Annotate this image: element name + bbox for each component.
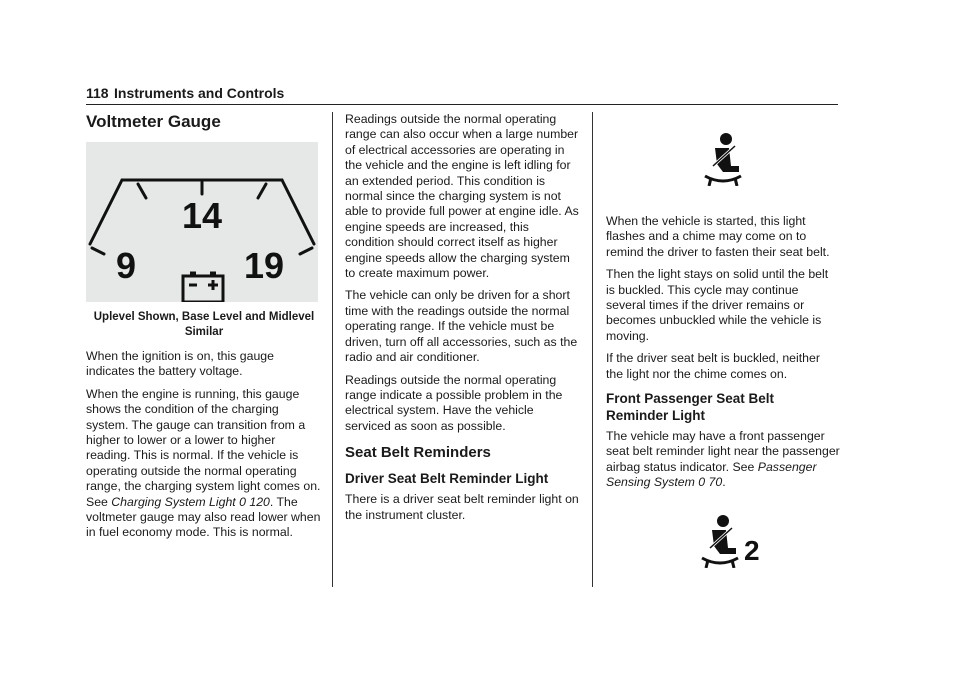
paragraph: When the engine is running, this gauge shows the condition of the charging system. The gauge can transition from a higher to lower or a lower to higher reading. This is normal. If the vehicle is operating outside the normal operating range, the charging system light comes on. See Charging System Light 0 120. The voltmeter gauge may also read lower when in fuel economy mode. This is normal. bbox=[86, 386, 321, 540]
paragraph: There is a driver seat belt reminder light on the instrument cluster. bbox=[345, 492, 579, 522]
paragraph: When the ignition is on, this gauge indicates the battery voltage. bbox=[86, 349, 274, 379]
paragraph: If the driver seat belt is buckled, neither the light nor the chime comes on. bbox=[606, 351, 820, 381]
battery-icon bbox=[183, 273, 223, 302]
column-divider bbox=[332, 112, 333, 587]
passenger-reminder-heading: Front Passenger Seat Belt Reminder Light bbox=[606, 391, 775, 424]
passenger-sensing-link[interactable]: Passenger Sensing System bbox=[606, 459, 817, 490]
paragraph: Readings outside the normal operating range indicate a possible problem in the electrical system. Have the vehicle serviced as soon as possible. bbox=[345, 372, 563, 433]
figure-caption: Uplevel Shown, Base Level and Midlevel Similar bbox=[93, 311, 315, 338]
passenger-seatbelt-figure bbox=[606, 498, 840, 572]
paragraph: Then the light stays on solid until the belt is buckled. This cycle may continue several times if the driver remains or becomes unbuckled while the vehicle is moving. bbox=[606, 267, 829, 343]
page-number: 118 bbox=[86, 85, 109, 101]
driver-reminder-heading: Driver Seat Belt Reminder Light bbox=[345, 471, 549, 487]
page-reference[interactable]: 0 120 bbox=[235, 494, 270, 509]
paragraph: The vehicle can only be driven for a short time with the readings outside the normal operating range. If the vehicle must be driven, turn off all accessories, such as the radio and air conditioner. bbox=[345, 288, 578, 365]
gauge-label-19: 19 bbox=[243, 245, 285, 286]
paragraph: When the vehicle is started, this light flashes and a chime may come on to remind the driver to fasten their seat belt. bbox=[606, 214, 830, 259]
column-divider bbox=[592, 112, 593, 587]
charging-system-link[interactable]: Charging System Light bbox=[111, 494, 236, 509]
passenger-icon-number: 2 bbox=[744, 534, 760, 566]
gauge-label-9: 9 bbox=[115, 245, 137, 286]
paragraph: The vehicle may have a front passenger seat belt reminder light near the passenger airbag status indicator. See Passenger Sensing System 0 70. bbox=[606, 429, 840, 490]
driver-seatbelt-figure bbox=[606, 112, 840, 214]
column-3 bbox=[606, 112, 840, 572]
voltmeter-heading: Voltmeter Gauge bbox=[86, 112, 221, 131]
section-title: Instruments and Controls bbox=[114, 85, 285, 101]
seat-belt-reminders-heading: Seat Belt Reminders bbox=[345, 444, 491, 462]
column-2 bbox=[345, 112, 579, 530]
voltmeter-gauge-icon bbox=[86, 142, 318, 302]
voltmeter-gauge-figure bbox=[86, 142, 318, 302]
seatbelt-icon bbox=[701, 132, 745, 186]
page-header bbox=[86, 82, 838, 105]
paragraph: Readings outside the normal operating range can also occur when a large number of electrical accessories are operating in the vehicle and the engine is left idling for an extended period. This condition is normal since the charging system is not able to provide full power at engine idle. As engine speeds are increased, this condition should correct itself as higher engine speeds allow the charging system to create maximum power. bbox=[345, 112, 579, 281]
page-reference[interactable]: 0 70 bbox=[694, 475, 723, 490]
column-1 bbox=[86, 112, 322, 548]
passenger-seatbelt-icon bbox=[698, 514, 778, 568]
gauge-label-14: 14 bbox=[181, 195, 223, 236]
